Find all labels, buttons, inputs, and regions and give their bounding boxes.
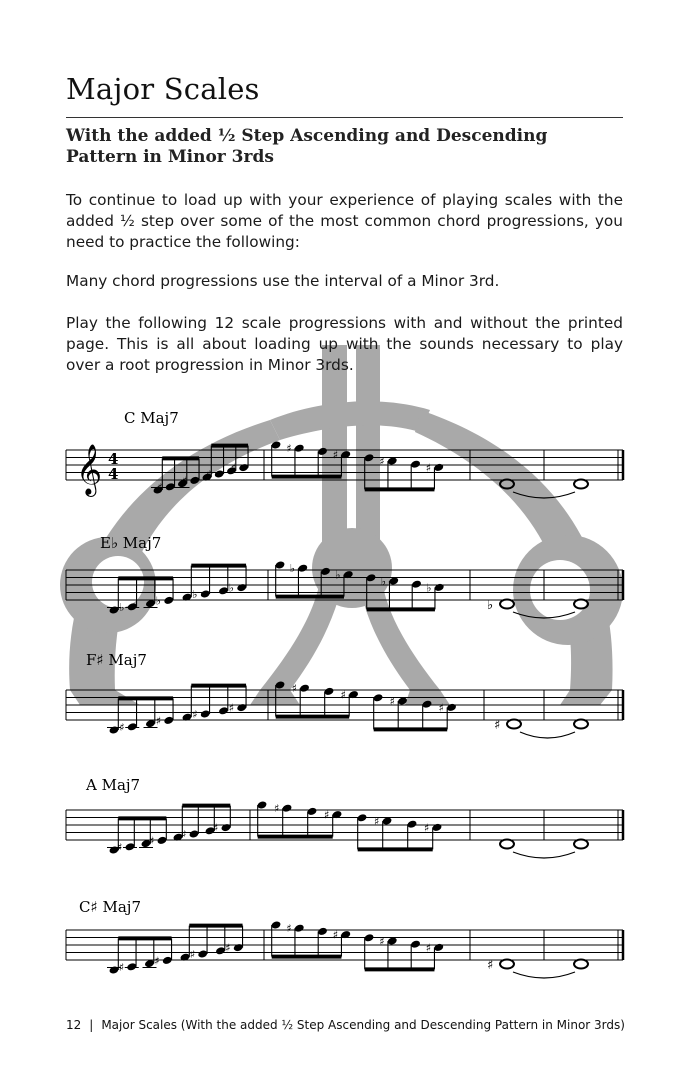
accidental-icon: ♯	[230, 461, 237, 475]
accidental-icon: ♭	[335, 568, 341, 582]
chord-symbol: E♭ Maj7	[100, 534, 162, 552]
accidental-icon: ♯	[155, 714, 162, 728]
accidental-icon: ♭	[119, 600, 125, 614]
accidental-icon: ♭	[380, 575, 386, 588]
accidental-icon: ♯	[274, 802, 280, 816]
treble-clef-icon: 𝄞	[76, 444, 103, 495]
accidental-icon: ♭	[289, 562, 295, 576]
accidental-icon: ♯	[192, 708, 198, 721]
footer-text: Major Scales (With the added ½ Step Ascending and Descending Pattern in Minor 3rds)	[101, 1018, 625, 1032]
accidental-icon: ♯	[189, 948, 196, 961]
tie	[513, 852, 575, 858]
page-footer	[66, 1018, 625, 1032]
accidental-icon: ♯	[379, 935, 385, 948]
chord-symbol: C Maj7	[124, 409, 179, 427]
whole-note	[574, 600, 588, 609]
paragraph-minor-third: Many chord progressions use the interval of a Minor 3rd.	[66, 272, 500, 290]
whole-note	[507, 720, 521, 729]
paragraph-instructions: Play the following 12 scale progressions with and without the printed page. This is all about loading up with the sounds necessary to play over a root progression in Minor 3rds.	[66, 314, 623, 374]
accidental-icon: ♯	[117, 840, 123, 854]
accidental-icon: ♯	[213, 821, 219, 835]
chord-symbol: F♯ Maj7	[86, 651, 147, 669]
whole-note	[574, 720, 588, 729]
accidental-icon: ♭	[426, 581, 432, 595]
accidental-icon: ♯	[157, 480, 163, 494]
whole-note	[574, 960, 588, 969]
chord-symbol: C♯ Maj7	[79, 898, 141, 916]
whole-note	[500, 600, 514, 609]
accidental-icon: ♯	[225, 941, 231, 955]
accidental-icon: ♯	[149, 834, 155, 848]
accidental-icon: ♯	[228, 701, 235, 715]
accidental-icon: ♯	[119, 720, 125, 734]
accidental-icon: ♯	[332, 448, 339, 462]
accidental-icon: ♯	[424, 821, 430, 835]
accidental-icon: ♯	[181, 474, 188, 488]
accidental-icon: ♯	[425, 941, 432, 955]
accidental-icon: ♯	[438, 701, 444, 715]
subtitle-line-1: With the added ½ Step Ascending and Descending	[66, 126, 548, 146]
accidental-icon: ♯	[324, 808, 330, 822]
page-number: 12	[66, 1018, 82, 1032]
accidental-icon: ♭	[228, 581, 234, 595]
accidental-icon: ♭	[155, 594, 161, 608]
accidental-icon: ♯	[425, 461, 432, 475]
accidental-icon: ♯	[286, 442, 292, 456]
whole-note	[500, 960, 514, 969]
tie	[513, 972, 575, 978]
paragraph-intro: To continue to load up with your experience of playing scales with the added ½ step over some of the most common chord progressions, you need to practice the following:	[66, 191, 623, 251]
accidental-icon: ♯	[206, 468, 212, 481]
accidental-icon: ♯	[374, 815, 380, 828]
accidental-icon: ♯	[181, 828, 187, 841]
page-title: Major Scales	[66, 72, 260, 106]
accidental-icon: ♯	[154, 954, 160, 968]
accidental-icon: ♯	[487, 958, 494, 973]
whole-note	[574, 480, 588, 489]
time-signature-top: 4	[108, 450, 119, 468]
accidental-icon: ♯	[118, 960, 125, 974]
accidental-icon: ♯	[389, 695, 395, 708]
accidental-icon: ♯	[291, 682, 297, 696]
accidental-icon: ♯	[379, 455, 385, 468]
tie	[513, 612, 575, 618]
accidental-icon: ♯	[332, 928, 339, 942]
accidental-icon: ♭	[487, 598, 494, 613]
footer-separator: |	[89, 1018, 94, 1032]
whole-note	[574, 840, 588, 849]
accidental-icon: ♭	[192, 588, 198, 601]
tie	[513, 492, 575, 498]
accidental-icon: ♯	[286, 922, 292, 936]
whole-note	[500, 480, 514, 489]
whole-note	[500, 840, 514, 849]
time-signature-bottom: 4	[108, 465, 119, 483]
accidental-icon: ♯	[494, 718, 501, 733]
subtitle-line-2: Pattern in Minor 3rds	[66, 147, 274, 167]
accidental-icon: ♯	[340, 688, 346, 702]
tie	[520, 732, 575, 738]
chord-symbol: A Maj7	[86, 776, 141, 794]
